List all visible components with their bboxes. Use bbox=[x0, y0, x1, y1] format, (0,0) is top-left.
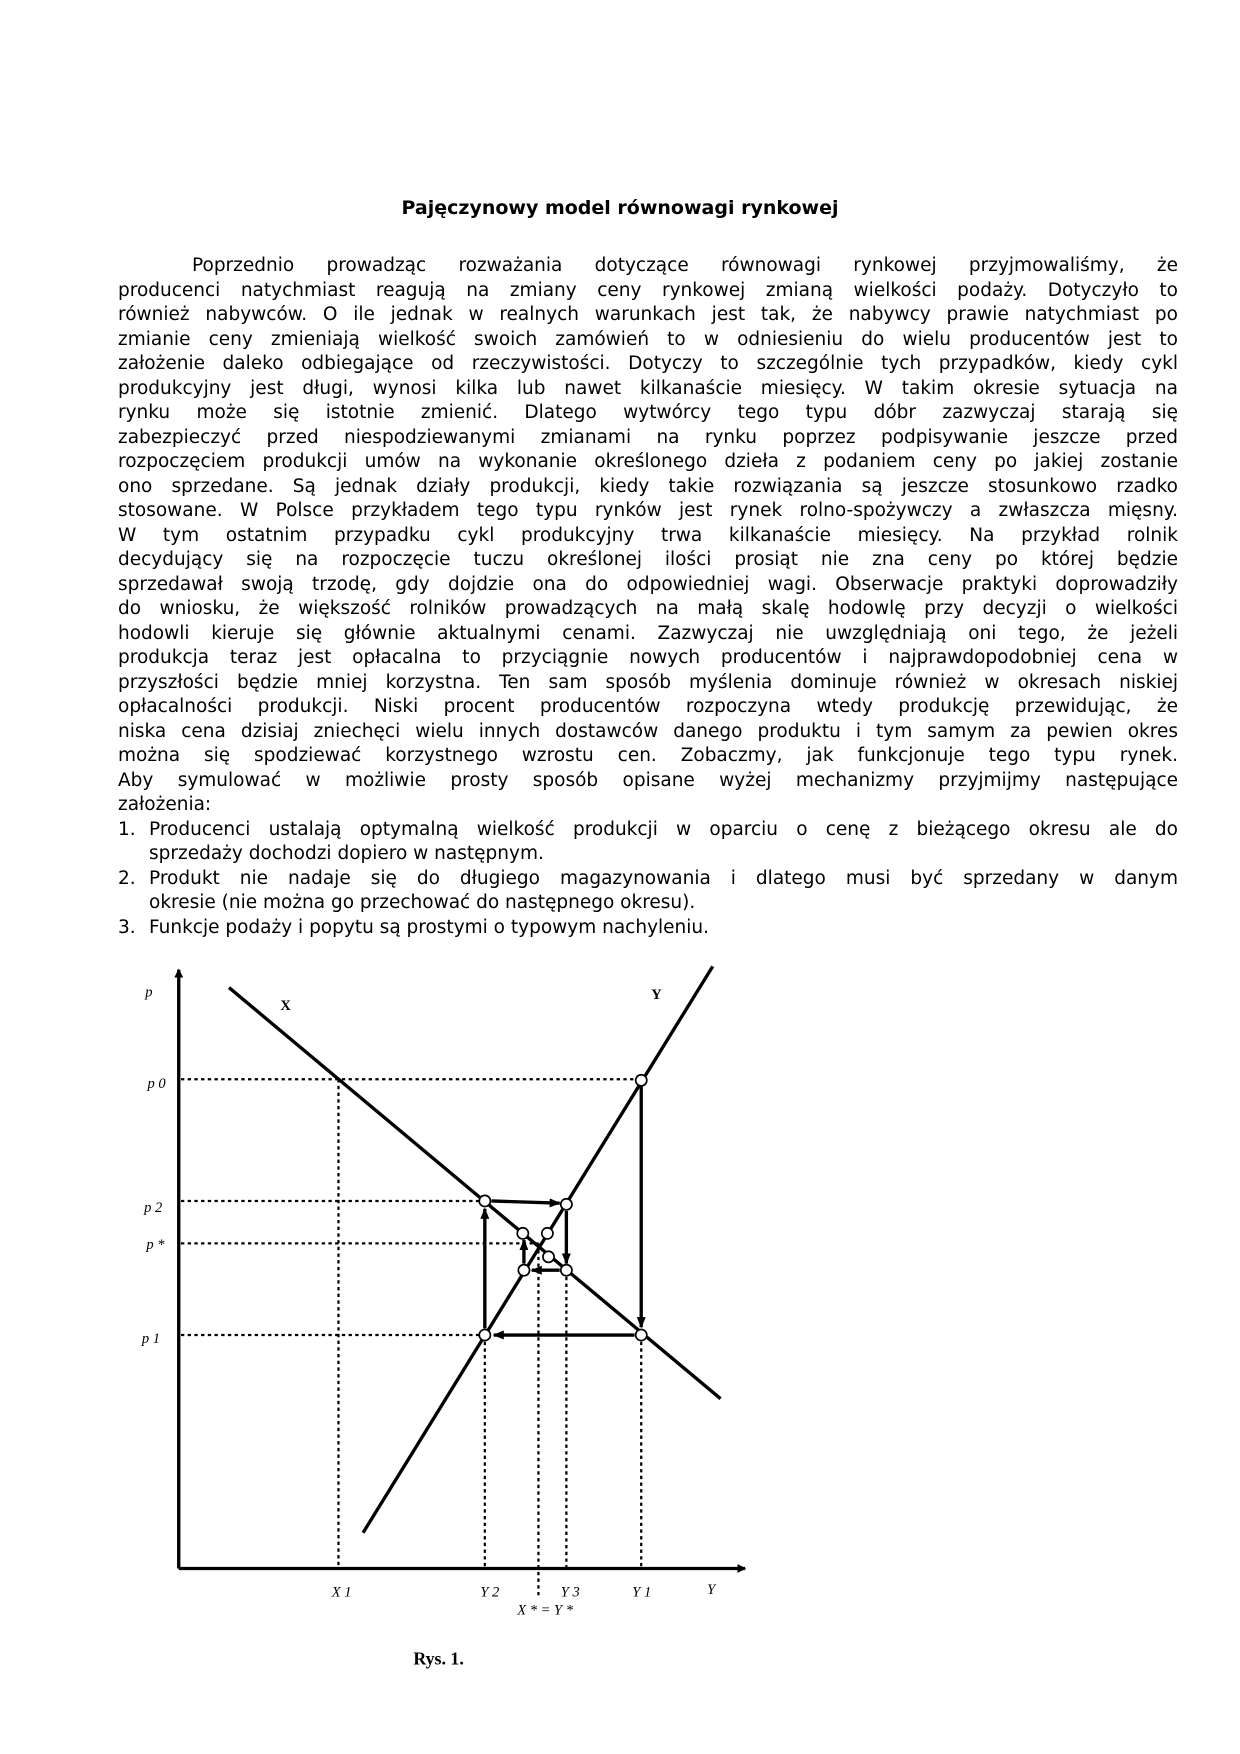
paragraph-line: ono sprzedane. Są jednak działy produkcji, kiedy takie rozwiązania są jeszcze stosunkowo rzadko bbox=[118, 475, 1178, 497]
list-number: 2. bbox=[118, 867, 136, 889]
list-item-line: Funkcje podaży i popytu są prostymi o typowym nachyleniu. bbox=[149, 916, 710, 938]
paragraph-line: Aby symulować w możliwie prosty sposób opisane wyżej mechanizmy przyjmijmy następujące bbox=[118, 769, 1178, 791]
p0-label: p 0 bbox=[147, 1076, 166, 1093]
document-title: Pajęczynowy model równowagi rynkowej bbox=[401, 197, 839, 219]
paragraph-line: W tym ostatnim przypadku cykl produkcyjny trwa kilkanaście miesięcy. Na przykład rolnik bbox=[118, 524, 1178, 546]
list-item-line: okresie (nie można go przechować do następnego okresu). bbox=[149, 892, 696, 913]
p1-label: p 1 bbox=[141, 1330, 161, 1347]
paragraph-line: również nabywców. O ile jednak w realnych warunkach jest tak, że nabywcy prawie natychmiast po bbox=[118, 304, 1178, 325]
paragraph-line: można się spodziewać korzystnego wzrostu cen. Zobaczmy, jak funkcjonuje tego typu rynek. bbox=[118, 745, 1178, 766]
paragraph-line: produkcja teraz jest opłacalna to przyciągnie nowych producentów i najprawdopodobniej cena w bbox=[118, 647, 1178, 668]
axis-x-label: Y bbox=[707, 1582, 716, 1599]
paragraph-line: produkcyjny jest długi, wynosi kilka lub nawet kilkanaście miesięcy. W takim okresie sytuacja na bbox=[118, 377, 1178, 399]
paragraph-line: decydujący się na rozpoczęcie tuczu określonej ilości prosiąt nie zna ceny po której będzie bbox=[118, 549, 1178, 570]
paragraph-line: przyszłości będzie mniej korzystna. Ten sam sposób myślenia dominuje również w okresach niskiej bbox=[118, 671, 1178, 693]
paragraph-line: zabezpieczyć przed niespodziewanymi zmianami na rynku poprzez podpisywanie jeszcze przed bbox=[118, 426, 1178, 448]
list-number: 3. bbox=[118, 916, 136, 938]
paragraph-line: rynku może się istotnie zmienić. Dlatego wytwórcy tego typu dóbr zazwyczaj starają się bbox=[118, 402, 1178, 423]
paragraph-line: założenie daleko odbiegające od rzeczywistości. Dotyczy to szczególnie tych przypadków, kiedy cykl bbox=[118, 353, 1178, 374]
p2-label: p 2 bbox=[144, 1200, 163, 1217]
axis-y-label: p bbox=[145, 984, 153, 1001]
paragraph-line: niska cena dzisiaj zniechęci wielu innych dostawców danego produktu i tym samym za pewien okres bbox=[118, 720, 1178, 742]
figure-caption: Rys. 1. bbox=[413, 1648, 464, 1669]
paragraph-line: stosowane. W Polsce przykładem tego typu rynków jest rynek rolno-spożywczy a zwłaszcza mięsny. bbox=[118, 500, 1178, 521]
paragraph-line: do wniosku, że większość rolników prowadzących na małą skalę hodowlę przy decyzji o wielkości bbox=[118, 598, 1178, 619]
x1-label: X 1 bbox=[331, 1584, 352, 1601]
paragraph-line: sprzedawał swoją trzodę, gdy dojdzie ona do odpowiedniej wagi. Obserwacje praktyki doprowadziły bbox=[118, 573, 1178, 595]
paragraph-line: założenia: bbox=[118, 794, 212, 815]
curve-x-label: X bbox=[280, 997, 291, 1014]
list-item-line: Produkt nie nadaje się do długiego magazynowania i dlatego musi być sprzedany w danym bbox=[149, 867, 1178, 889]
guide-lines bbox=[181, 1079, 641, 1597]
paragraph-line: hodowli kieruje się głównie aktualnymi cenami. Zazwyczaj nie uwzględniają oni tego, że jeżeli bbox=[118, 622, 1178, 644]
paragraph-line: opłacalności produkcji. Niski procent producentów rozpoczyna wtedy produkcję przewidując, że bbox=[118, 696, 1178, 717]
y2-label: Y 2 bbox=[480, 1584, 500, 1601]
y3-label: Y 3 bbox=[560, 1584, 580, 1601]
list-number: 1. bbox=[118, 818, 136, 840]
pstar-label: p * bbox=[146, 1237, 165, 1253]
curve-y-label: Y bbox=[651, 986, 662, 1003]
list-item-line: sprzedaży dochodzi dopiero w następnym. bbox=[149, 843, 544, 864]
list-item-line: Producenci ustalają optymalną wielkość produkcji w oparciu o cenę z bieżącego okresu ale do bbox=[149, 818, 1178, 840]
equilibrium-label: X * = Y * bbox=[517, 1602, 574, 1619]
paragraph-line: producenci natychmiast reagują na zmiany ceny rynkowej zmianą wielkości podaży. Dotyczyło to bbox=[118, 279, 1178, 301]
paragraph-line: Poprzednio prowadząc rozważania dotyczące równowagi rynkowej przyjmowaliśmy, że bbox=[192, 255, 1178, 276]
paragraph-line: rozpoczęciem produkcji umów na wykonanie określonego dzieła z podaniem ceny po jakiej zostanie bbox=[118, 451, 1178, 472]
paragraph-line: zmianie ceny zmieniają wielkość swoich zamówień to w odniesieniu do wielu producentów jest to bbox=[118, 328, 1178, 350]
y1-label: Y 1 bbox=[632, 1584, 652, 1601]
